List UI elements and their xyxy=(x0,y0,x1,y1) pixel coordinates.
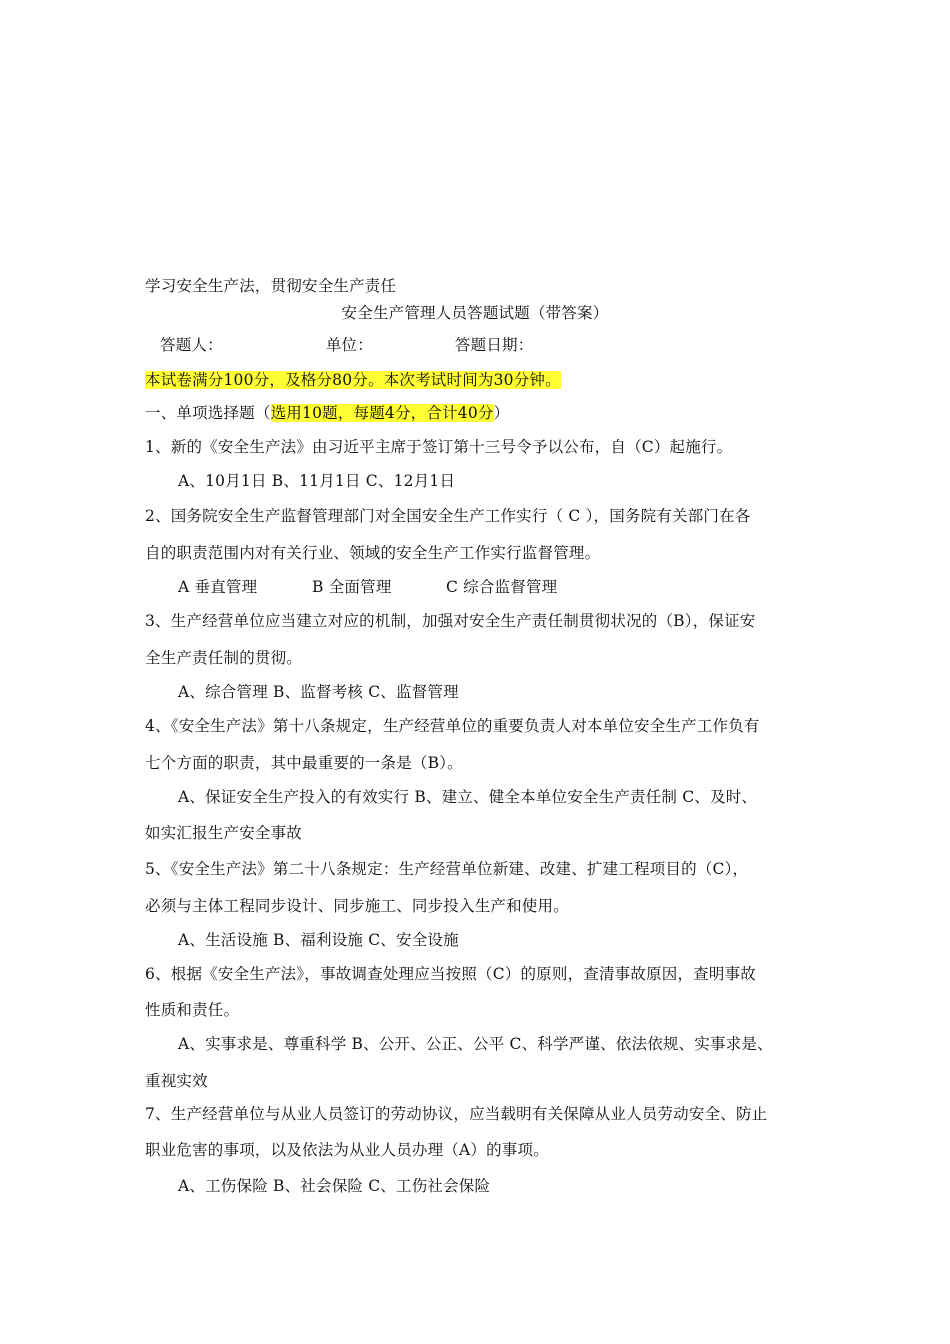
question-7-line-1: 7、生产经营单位与从业人员签订的劳动协议，应当载明有关保障从业人员劳动安全、防止 xyxy=(145,1105,768,1123)
question-6-options-line-1: A、实事求是、尊重科学 B、公开、公正、公平 C、科学严谨、依法依规、实事求是、 xyxy=(178,1035,773,1053)
question-3-options: A、综合管理 B、监督考核 C、监督管理 xyxy=(178,683,459,701)
question-1-line-1: 1、新的《安全生产法》由习近平主席于签订第十三号令予以公布，自（C）起施行。 xyxy=(145,438,733,456)
question-2-line-2: 自的职责范围内对有关行业、领域的安全生产工作实行监督管理。 xyxy=(145,544,601,562)
question-3-line-1: 3、生产经营单位应当建立对应的机制，加强对安全生产责任制贯彻状况的（B），保证安 xyxy=(145,612,756,630)
question-2-option-a: A 垂直管理 xyxy=(178,578,258,596)
respondent-label: 答题人： xyxy=(160,336,223,354)
slogan: 学习安全生产法，贯彻安全生产责任 xyxy=(145,277,397,295)
question-6-options-line-2: 重视实效 xyxy=(145,1072,208,1090)
question-7-line-2: 职业危害的事项，以及依法为从业人员办理（A）的事项。 xyxy=(145,1141,549,1159)
section-prefix: 一、单项选择题（ xyxy=(145,404,271,422)
question-2-options xyxy=(178,577,557,597)
question-2-line-1: 2、国务院安全生产监督管理部门对全国安全生产工作实行（ C ），国务院有关部门在各 xyxy=(145,507,751,525)
question-6-line-1: 6、根据《安全生产法》，事故调查处理应当按照（C）的原则，查清事故原因，查明事故 xyxy=(145,965,756,983)
question-5-options: A、生活设施 B、福利设施 C、安全设施 xyxy=(178,931,459,949)
question-4-options-line-1: A、保证安全生产投入的有效实行 B、建立、健全本单位安全生产责任制 C、及时、 xyxy=(178,788,758,806)
section-heading xyxy=(145,403,509,423)
answer-fields-row xyxy=(160,335,533,355)
date-label: 答题日期： xyxy=(454,336,534,354)
question-5-line-2: 必须与主体工程同步设计、同步施工、同步投入生产和使用。 xyxy=(145,897,569,915)
question-4-options-line-2: 如实汇报生产安全事故 xyxy=(145,824,303,842)
question-1-options: A、10月1日 B、11月1日 C、12月1日 xyxy=(178,472,456,490)
notice-highlight: 本试卷满分100分，及格分80分。本次考试时间为30分钟。 xyxy=(145,371,561,389)
section-highlight: 选用10题，每题4分，合计40分 xyxy=(270,404,494,422)
page-title: 安全生产管理人员答题试题（带答案） xyxy=(341,304,609,322)
question-4-line-2: 七个方面的职责，其中最重要的一条是（B）。 xyxy=(145,754,463,772)
question-2-option-b: B 全面管理 xyxy=(312,578,392,596)
question-3-line-2: 全生产责任制的贯彻。 xyxy=(145,649,303,667)
question-2-option-c: C 综合监督管理 xyxy=(446,578,558,596)
question-4-line-1: 4、《安全生产法》第十八条规定，生产经营单位的重要负责人对本单位安全生产工作负有 xyxy=(145,717,760,735)
section-suffix: ） xyxy=(493,404,510,422)
unit-label: 单位： xyxy=(325,336,373,354)
question-7-options: A、工伤保险 B、社会保险 C、工伤社会保险 xyxy=(178,1177,491,1195)
question-6-line-2: 性质和责任。 xyxy=(145,1001,240,1019)
exam-notice xyxy=(145,370,561,390)
question-5-line-1: 5、《安全生产法》第二十八条规定：生产经营单位新建、改建、扩建工程项目的（C）， xyxy=(145,860,749,878)
